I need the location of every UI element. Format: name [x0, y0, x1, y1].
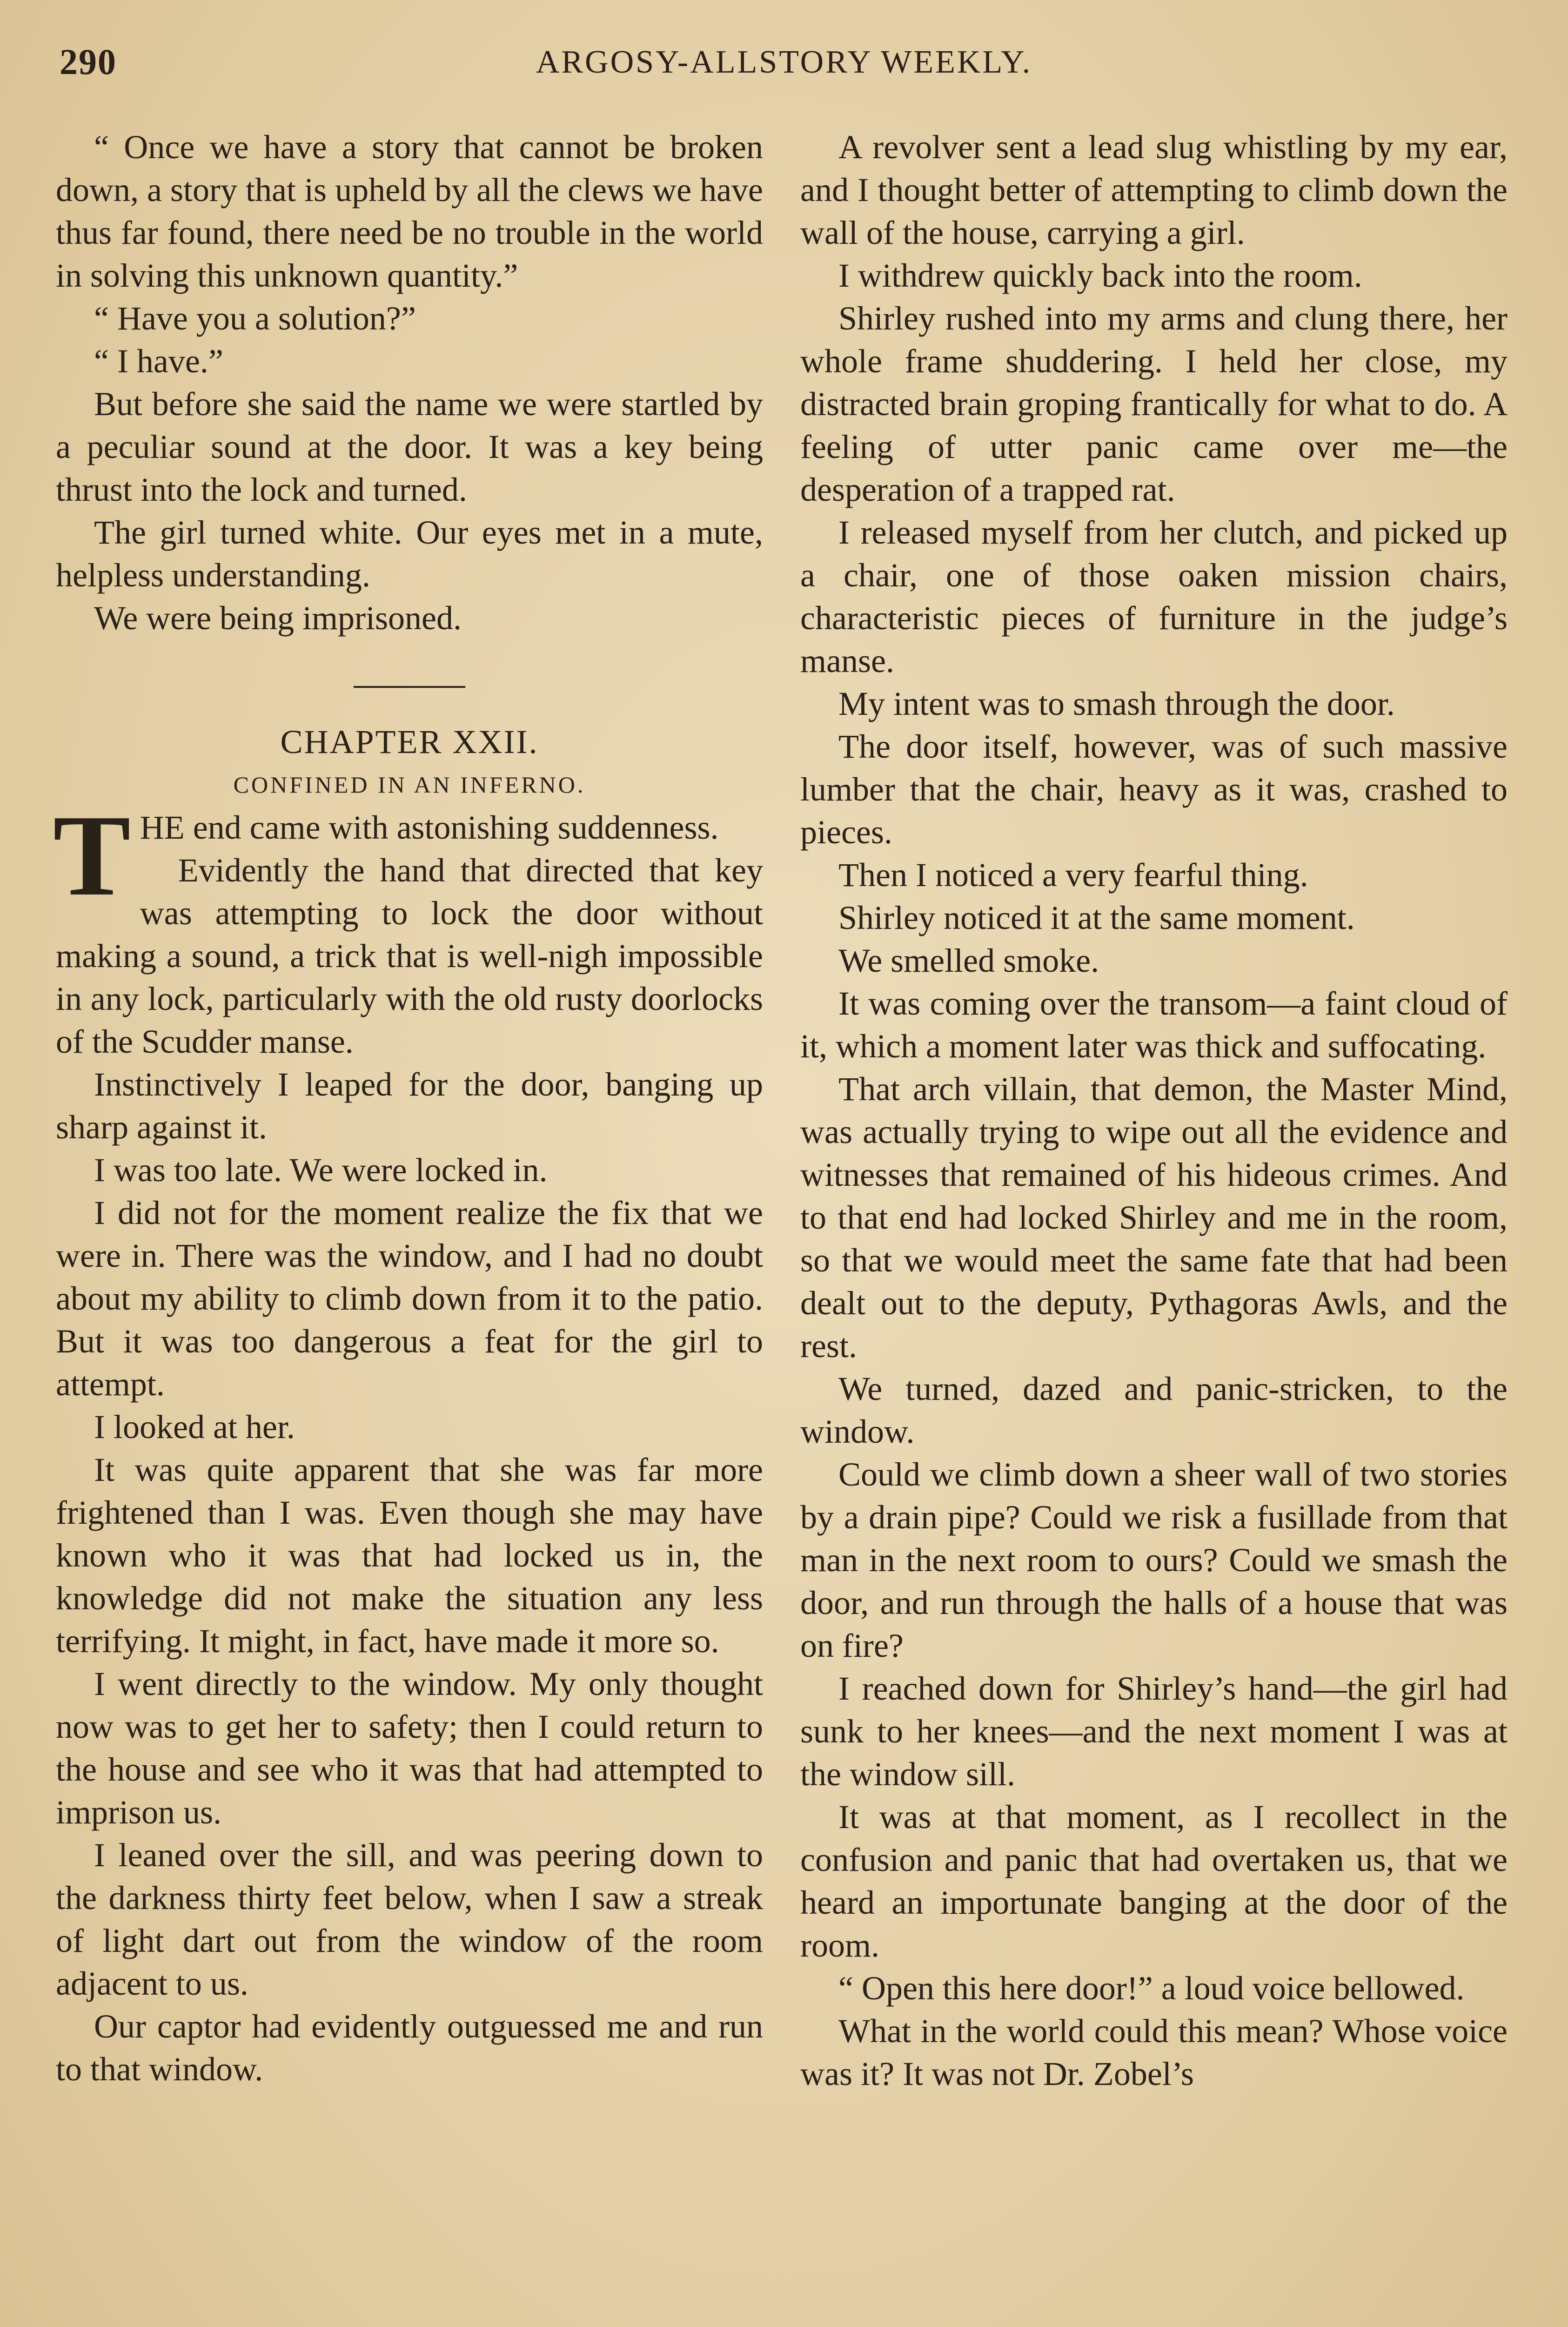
- paragraph: The door itself, however, was of such massive lumber that the chair, heavy as it was, crashed to pieces.: [800, 728, 1508, 851]
- paragraph: It was coming over the transom—a faint cloud of it, which a moment later was thick and suffocating.: [800, 985, 1508, 1065]
- drop-cap: T: [53, 791, 131, 920]
- paragraph: What in the world could this mean? Whose voice was it? It was not Dr. Zobel’s: [800, 2012, 1508, 2092]
- paragraph: We smelled smoke.: [838, 942, 1099, 979]
- paragraph: I did not for the moment realize the fix that we were in. There was the window, and I had no doubt about my ability to climb down from it to the patio. But it was too dangerous a feat for the girl to attempt.: [56, 1194, 763, 1403]
- paragraph: We were being imprisoned.: [94, 599, 462, 637]
- paragraph: A revolver sent a lead slug whistling by my ear, and I thought better of attempting to climb down the wall of the house, carrying a girl.: [800, 128, 1508, 251]
- paragraph: Our captor had evidently outguessed me and run to that window.: [56, 2008, 763, 2088]
- right-column: [800, 126, 1508, 2095]
- paragraph: We turned, dazed and panic-stricken, to the window.: [800, 1370, 1508, 1450]
- paragraph: “ I have.”: [94, 343, 223, 380]
- paragraph: It was at that moment, as I recollect in the confusion and panic that had overtaken us, that we heard an importunate banging at the door of the room.: [800, 1798, 1508, 1964]
- paragraph: My intent was to smash through the door.: [838, 685, 1395, 722]
- paragraph: Could we climb down a sheer wall of two stories by a drain pipe? Could we risk a fusillade from that man in the next room to ours? Could we smash the door, and run through the halls of a house that was on fire?: [800, 1456, 1508, 1664]
- chapter-title: CHAPTER XXII.: [280, 723, 539, 760]
- paragraph: The girl turned white. Our eyes met in a mute, helpless understanding.: [56, 514, 763, 594]
- paragraph: Shirley noticed it at the same moment.: [838, 899, 1355, 936]
- paragraph: I was too late. We were locked in.: [94, 1151, 548, 1189]
- paragraph: I withdrew quickly back into the room.: [838, 257, 1362, 294]
- paragraph: I reached down for Shirley’s hand—the girl had sunk to her knees—and the next moment I was at the window sill.: [800, 1670, 1508, 1793]
- paragraph: “ Have you a solution?”: [94, 300, 416, 337]
- paragraph: Instinctively I leaped for the door, banging up sharp against it.: [56, 1066, 763, 1146]
- running-head: ARGOSY-ALLSTORY WEEKLY.: [536, 44, 1032, 80]
- paragraph: I looked at her.: [94, 1408, 295, 1446]
- opening-text: HE end came with astonishing suddenness.: [140, 809, 719, 846]
- paragraph: Then I noticed a very fearful thing.: [838, 856, 1308, 894]
- paragraph: But before she said the name we were startled by a peculiar sound at the door. It was a key being thrust into the lock and turned.: [56, 385, 763, 508]
- left-column: [53, 126, 763, 2091]
- paragraph: I went directly to the window. My only thought now was to get her to safety; then I could return to the house and see who it was that had attempted to imprison us.: [56, 1665, 763, 1831]
- paragraph: “ Once we have a story that cannot be broken down, a story that is upheld by all the clews we have thus far found, there need be no trouble in the world in solving this unknown quantity.”: [56, 128, 763, 294]
- page-header: [56, 41, 1512, 97]
- section-divider: [354, 686, 465, 688]
- chapter-opening: [53, 791, 763, 920]
- chapter-subtitle: CONFINED IN AN INFERNO.: [233, 772, 586, 798]
- paragraph: It was quite apparent that she was far more frightened than I was. Even though she may have known who it was that had locked us in, the knowledge did not make the situation any less terrifying. It might, in fact, have made it more so.: [56, 1451, 763, 1660]
- paragraph: Evidently the hand that directed that key was attempting to lock the door without making a sound, a trick that is well-nigh impossible in any lock, particularly with the old rusty doorlocks of the Scudder manse.: [56, 852, 763, 1060]
- paragraph: “ Open this here door!” a loud voice bellowed.: [838, 1970, 1465, 2007]
- page-number: 290: [60, 41, 117, 82]
- paragraph: I released myself from her clutch, and picked up a chair, one of those oaken mission chairs, characteristic pieces of furniture in the judge’s manse.: [800, 514, 1508, 679]
- paragraph: I leaned over the sill, and was peering down to the darkness thirty feet below, when I saw a streak of light dart out from the window of the room adjacent to us.: [56, 1836, 763, 2002]
- paragraph: Shirley rushed into my arms and clung there, her whole frame shuddering. I held her close, my distracted brain groping frantically for what to do. A feeling of utter panic came over me—the desperation of a trapped rat.: [800, 300, 1508, 508]
- paragraph: That arch villain, that demon, the Master Mind, was actually trying to wipe out all the evidence and witnesses that remained of his hideous crimes. And to that end had locked Shirley and me in the room, so that we would meet the same fate that had been dealt out to the deputy, Pythagoras Awls, and the rest.: [800, 1070, 1508, 1365]
